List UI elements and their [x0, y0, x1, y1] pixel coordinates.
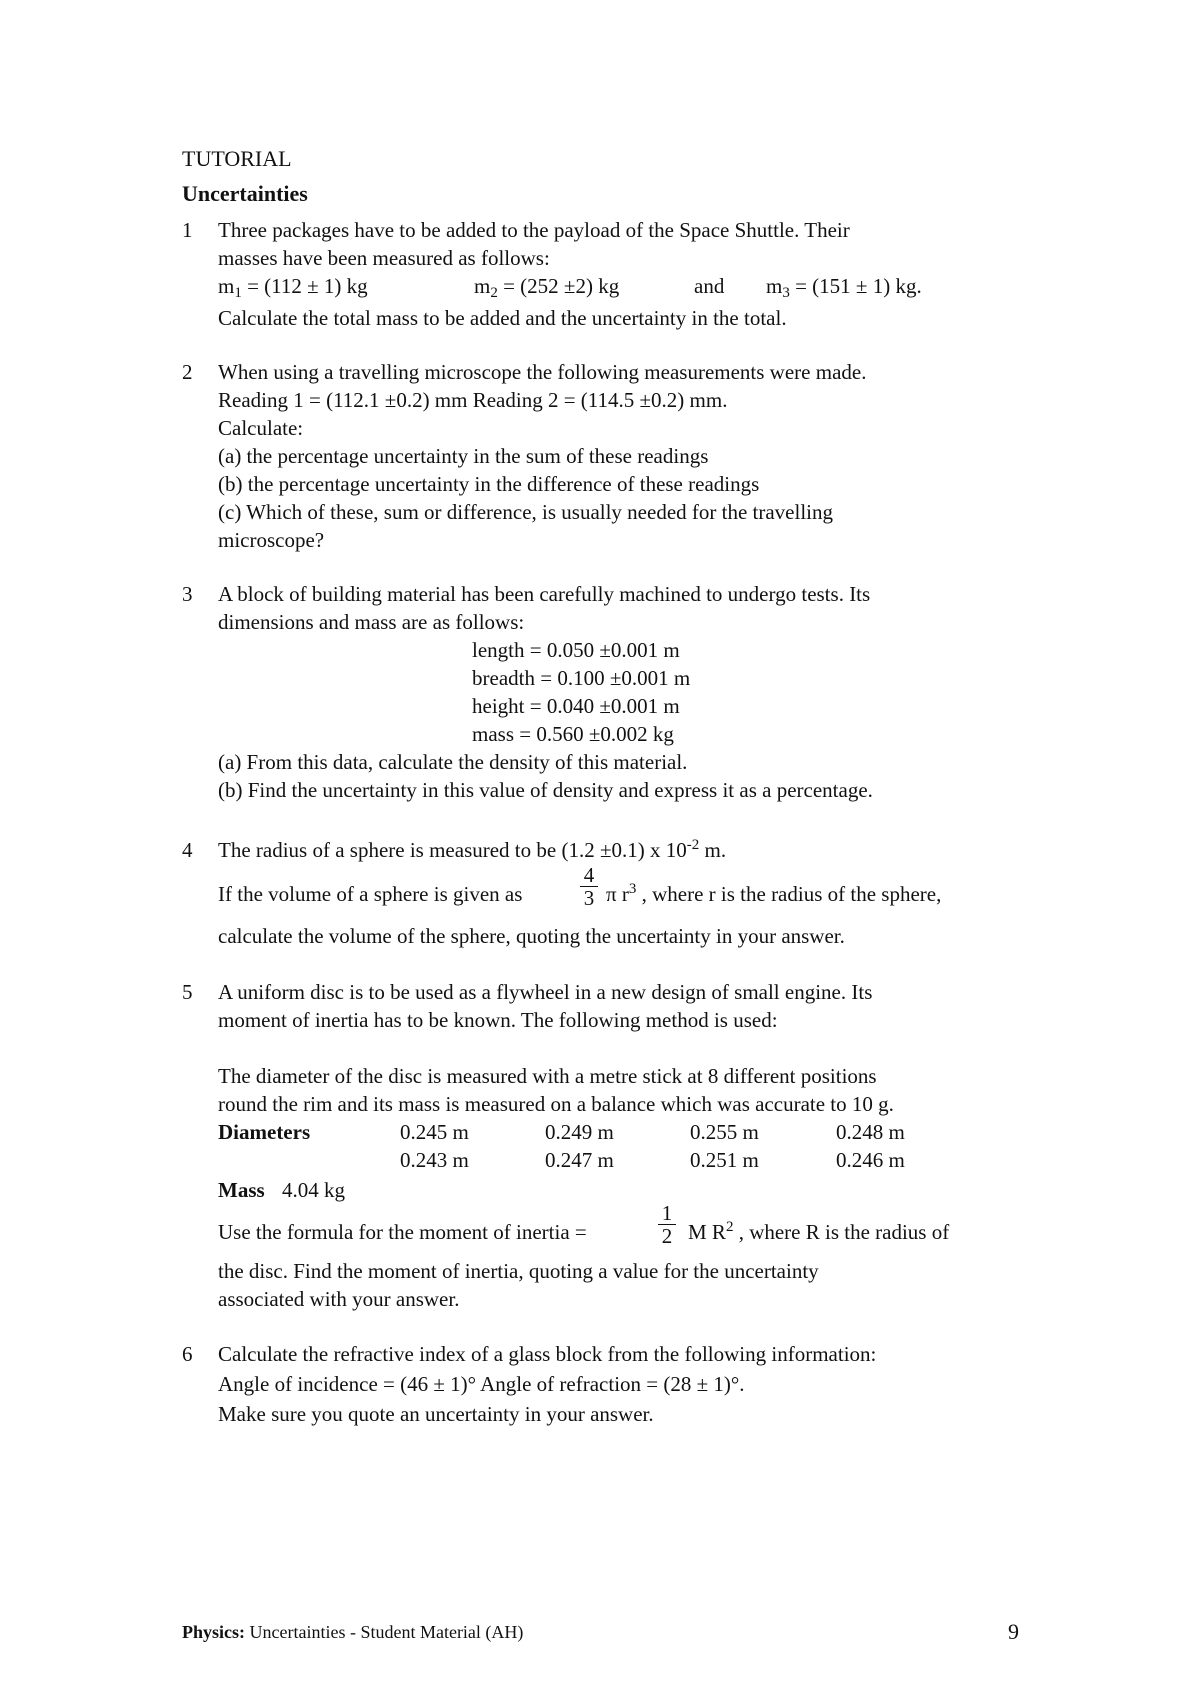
question-number: 5: [182, 980, 193, 1004]
diameter-value: 0.246 m: [836, 1148, 905, 1172]
part-b: (b) the percentage uncertainty in the difference of these readings: [218, 472, 760, 496]
question-text: moment of inertia has to be known. The following method is used:: [218, 1008, 778, 1032]
mass-label: Mass: [218, 1178, 265, 1202]
question-text: The diameter of the disc is measured with a metre stick at 8 different positions: [218, 1064, 877, 1088]
page-number: 9: [1008, 1619, 1019, 1644]
mass-m1: $m_1 = (112 \pm 1)$ kg: [218, 274, 368, 301]
mass-m3: $m_3 = (151 \pm 1)$ kg.: [766, 274, 922, 301]
question-text: Calculate the refractive index of a glass block from the following information:: [218, 1342, 877, 1366]
question-text: When using a travelling microscope the following measurements were made.: [218, 360, 867, 384]
height-value: height = 0.040 ±0.001 m: [472, 694, 680, 718]
question-number: 1: [182, 218, 193, 242]
question-number: 6: [182, 1342, 193, 1366]
and-word: and: [694, 274, 725, 298]
question-text: round the rim and its mass is measured on a balance which was accurate to 10 g.: [218, 1092, 894, 1116]
question-text: dimensions and mass are as follows:: [218, 610, 525, 634]
diameter-value: 0.255 m: [690, 1120, 759, 1144]
fraction-four-thirds: $\frac{4}{3}$: [580, 864, 598, 909]
diameter-value: 0.248 m: [836, 1120, 905, 1144]
diameter-value: 0.251 m: [690, 1148, 759, 1172]
diameter-value: 0.249 m: [545, 1120, 614, 1144]
question-text: A block of building material has been carefully machined to undergo tests. Its: [218, 582, 871, 606]
question-text: Three packages have to be added to the payload of the Space Shuttle. Their: [218, 218, 850, 242]
fraction-one-half: $\frac{1}{2}$: [658, 1202, 676, 1247]
diameter-value: 0.247 m: [545, 1148, 614, 1172]
diameter-value: 0.243 m: [400, 1148, 469, 1172]
question-text: associated with your answer.: [218, 1287, 460, 1311]
volume-formula-pre: If the volume of a sphere is given as: [218, 882, 523, 906]
mass-value: 4.04 kg: [282, 1178, 345, 1202]
diameters-label: Diameters: [218, 1120, 311, 1144]
mass-value: mass = 0.560 ±0.002 kg: [472, 722, 674, 746]
part-c: (c) Which of these, sum or difference, is usually needed for the travelling: [218, 500, 834, 524]
part-a: (a) the percentage uncertainty in the sum of these readings: [218, 444, 709, 468]
part-b: (b) Find the uncertainty in this value of density and express it as a percentage.: [218, 778, 873, 802]
mass-m2: $m_2 = (252 \pm 2)$ kg: [474, 274, 620, 301]
question-number: 3: [182, 582, 193, 606]
inertia-formula-post: M $R^2$ , where R is the radius of: [688, 1219, 950, 1244]
question-text: the disc. Find the moment of inertia, quoting a value for the uncertainty: [218, 1259, 819, 1283]
uncertainties-subheading: Uncertainties: [182, 181, 308, 206]
breadth-value: breadth = 0.100 ±0.001 m: [472, 666, 691, 690]
part-a: (a) From this data, calculate the density of this material.: [218, 750, 688, 774]
question-text: masses have been measured as follows:: [218, 246, 550, 270]
inertia-formula-pre: Use the formula for the moment of inertia =: [218, 1220, 587, 1244]
tutorial-heading: TUTORIAL: [182, 146, 292, 171]
part-c-cont: microscope?: [218, 528, 325, 552]
question-number: 4: [182, 838, 193, 862]
calculate-label: Calculate:: [218, 416, 304, 440]
question-text: Make sure you quote an uncertainty in your answer.: [218, 1402, 654, 1426]
volume-formula-post: π $r^3$ , where r is the radius of the sphere,: [606, 881, 942, 906]
question-text: Calculate the total mass to be added and the uncertainty in the total.: [218, 306, 787, 330]
diameter-value: 0.245 m: [400, 1120, 469, 1144]
page-footer: Physics: Uncertainties - Student Material (AH): [182, 1622, 524, 1642]
question-number: 2: [182, 360, 193, 384]
length-value: length = 0.050 ±0.001 m: [472, 638, 680, 662]
radius-line: The radius of a sphere is measured to be (1.2 ±0.1) x $10^{-2}$ m.: [218, 837, 727, 862]
question-text: A uniform disc is to be used as a flywheel in a new design of small engine. Its: [218, 980, 873, 1004]
readings-line: Reading 1 = (112.1 ±0.2) mm Reading 2 = (114.5 ±0.2) mm.: [218, 388, 728, 412]
angles-line: Angle of incidence = (46 ± 1)° Angle of refraction = (28 ± 1)°.: [218, 1372, 745, 1396]
question-text: calculate the volume of the sphere, quoting the uncertainty in your answer.: [218, 924, 845, 948]
